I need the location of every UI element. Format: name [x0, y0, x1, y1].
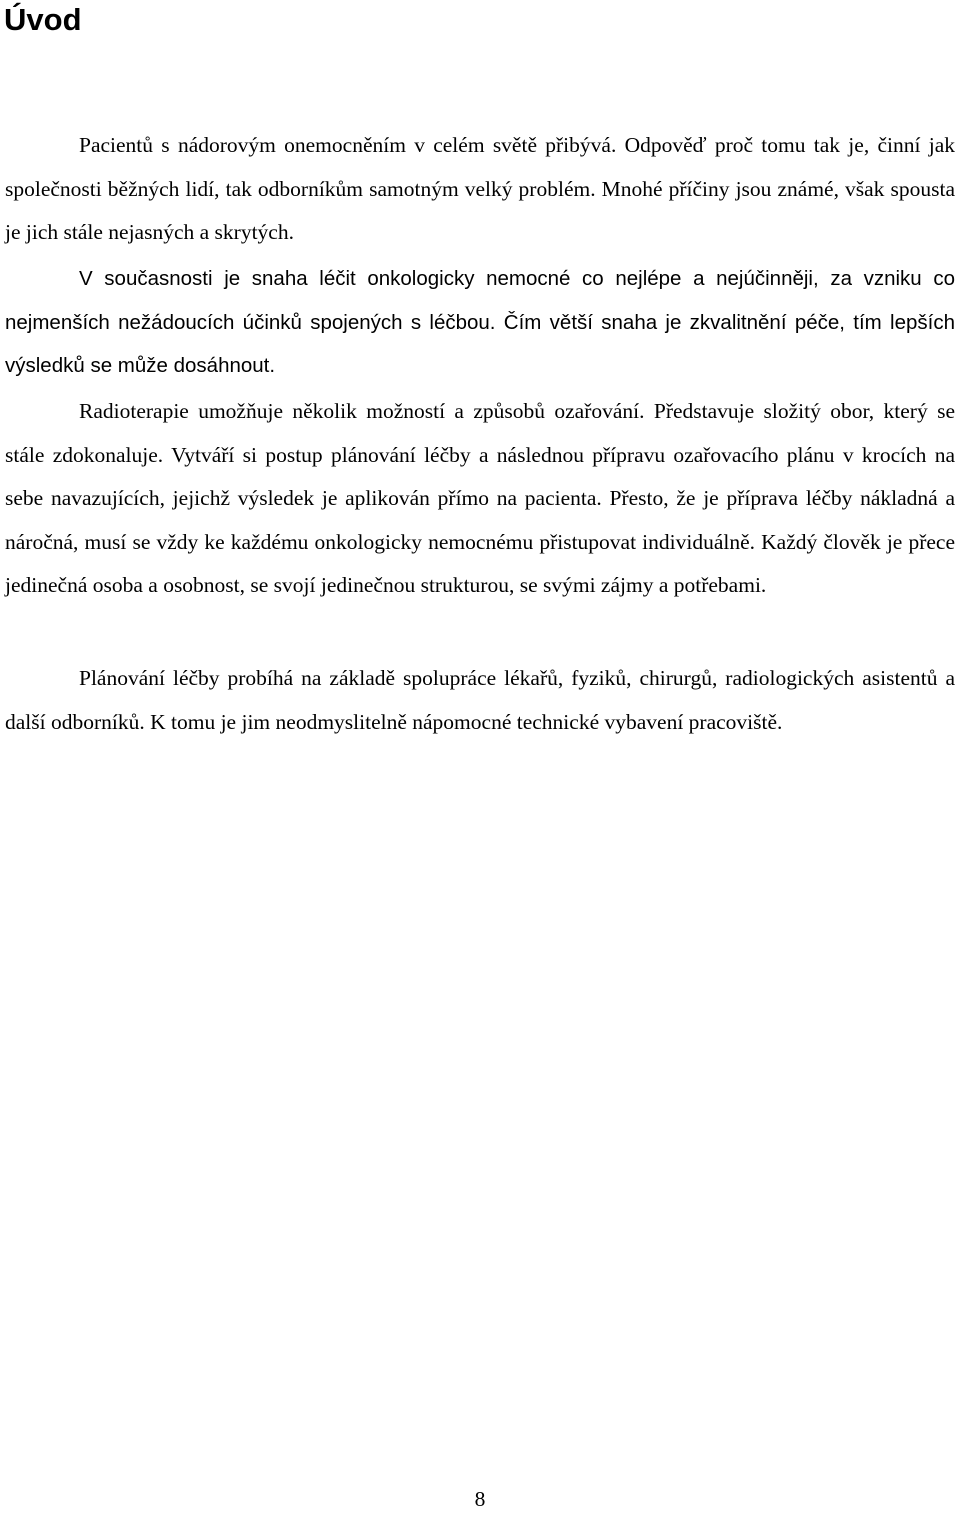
- page-title: Úvod: [4, 2, 82, 37]
- paragraph-radiotherapy: Radioterapie umožňuje několik možností a způsobů ozařování. Představuje složitý obor, který se stále zdokonaluje. Vytváří si postup plánování léčby a následnou přípravu ozařovacího plánu v krocích na sebe navazujících, jejichž výsledek je aplikován přímo na pacienta. Přesto, že je příprava léčby nákladná a náročná, musí se vždy ke každému onkologicky nemocnému přistupovat individuálně. Každý člověk je přece jedinečná osoba a osobnost, se svojí jedinečnou strukturou, se svými zájmy a potřebami.: [5, 399, 955, 597]
- page-number: 8: [474, 1487, 486, 1511]
- paragraph-intro: Pacientů s nádorovým onemocněním v celém světě přibývá. Odpověď proč tomu tak je, činní jak společnosti běžných lidí, tak odborníkům samotným velký problém. Mnohé příčiny jsou známé, však spousta je jich stále nejasných a skrytých.: [5, 133, 955, 244]
- paragraph-current-treatment: V současnosti je snaha léčit onkologicky nemocné co nejlépe a nejúčinněji, za vzniku co nejmenších nežádoucích účinků spojených s léčbou. Čím větší snaha je zkvalitnění péče, tím lepších výsledků se může dosáhnout.: [5, 267, 955, 377]
- paragraph-treatment-planning: Plánování léčby probíhá na základě spolupráce lékařů, fyziků, chirurgů, radiologických asistentů a další odborníků. K tomu je jim neodmyslitelně nápomocné technické vybavení pracoviště.: [5, 666, 955, 734]
